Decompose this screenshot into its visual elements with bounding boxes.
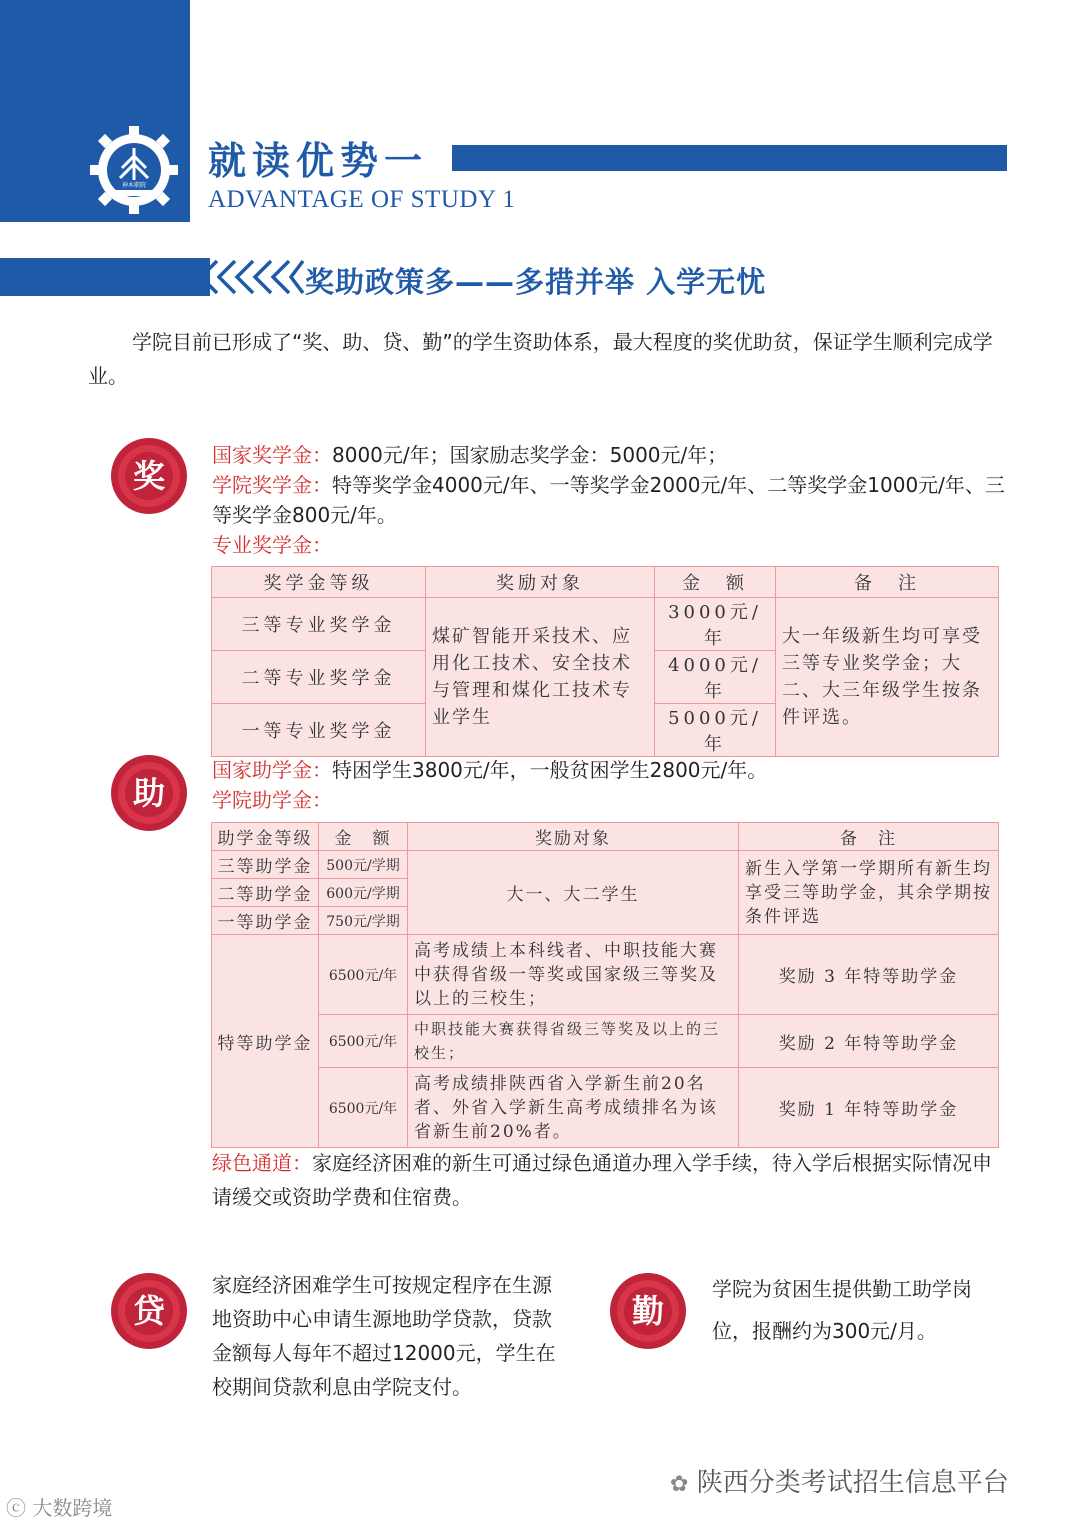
section-heading: 奖助政策多——多措并举 入学无忧 [305, 265, 767, 299]
loan-text: 家庭经济困难学生可按规定程序在生源地资助中心申请生源地助学贷款，贷款金额每人每年不超过12000元，学生在校期间贷款利息由学院支付。 [212, 1273, 556, 1399]
table-cell-notes: 奖励 3 年特等助学金 [739, 935, 999, 1015]
table-cell: 二等专业奖学金 [212, 651, 426, 704]
table-header-row [212, 823, 999, 851]
badge-dai [106, 1268, 192, 1354]
table-cell: 三等专业奖学金 [212, 598, 426, 651]
table-cell: 三等助学金 [212, 851, 319, 879]
label-college-grant: 学院助学金： [212, 788, 332, 812]
table-cell: 600元/学期 [319, 879, 408, 907]
text-national-scholarship: 8000元/年；国家励志奖学金：5000元/年； [332, 443, 728, 467]
badge-zhu [106, 750, 192, 836]
table-cell: 二等助学金 [212, 879, 319, 907]
table-row [212, 935, 999, 1015]
wechat-source [670, 1462, 1009, 1499]
table-row [212, 851, 999, 879]
table-header: 备 注 [776, 567, 999, 598]
chevron-left-icon [195, 257, 305, 297]
table-cell: 5000元/年 [655, 704, 776, 757]
table-cell-target: 大一、大二学生 [408, 851, 739, 935]
text-green-channel: 家庭经济困难的新生可通过绿色通道办理入学手续，待入学后根据实际情况申请缓交或资助学费和住宿费。 [212, 1151, 992, 1209]
label-national-scholarship: 国家奖学金： [212, 443, 332, 467]
wechat-icon: ✿ [670, 1472, 689, 1497]
logo-text: 神木职院 [121, 182, 147, 189]
table-cell-notes: 奖励 1 年特等助学金 [739, 1068, 999, 1148]
table-cell: 3000元/年 [655, 598, 776, 651]
table-header: 奖励对象 [408, 823, 739, 851]
college-logo-icon [88, 124, 180, 216]
table-cell: 6500元/年 [319, 1068, 408, 1148]
table-cell-notes: 大一年级新生均可享受三等专业奖学金；大二、大三年级学生按条件评选。 [776, 598, 999, 757]
table-cell: 500元/学期 [319, 851, 408, 879]
table-row [212, 1068, 999, 1148]
badge-jiang [106, 433, 192, 519]
table-header: 助学金等级 [212, 823, 319, 851]
table-cell-target: 煤矿智能开采技术、应用化工技术、安全技术与管理和煤化工技术专业学生 [426, 598, 655, 757]
table-cell-notes: 奖励 2 年特等助学金 [739, 1015, 999, 1068]
major-scholarship-table [211, 566, 999, 757]
zhu-line1 [212, 755, 1012, 785]
watermark-icon: ⓒ [6, 1496, 26, 1520]
label-national-grant: 国家助学金： [212, 758, 332, 782]
table-cell: 一等专业奖学金 [212, 704, 426, 757]
table-cell: 一等助学金 [212, 907, 319, 935]
table-header: 奖励对象 [426, 567, 655, 598]
badge-qin [605, 1268, 691, 1354]
table-cell-notes: 新生入学第一学期所有新生均享受三等助学金，其余学期按条件评选 [739, 851, 999, 935]
table-row [212, 598, 999, 651]
badge-char: 勤 [631, 1292, 664, 1330]
jiang-line3 [212, 530, 332, 560]
zhu-line2 [212, 785, 332, 815]
watermark [6, 1492, 112, 1521]
text-national-grant: 特困学生3800元/年，一般贫困学生2800元/年。 [332, 758, 768, 782]
jiang-line1 [212, 440, 1012, 470]
table-cell: 6500元/年 [319, 1015, 408, 1068]
badge-char: 贷 [132, 1292, 165, 1330]
table-header: 奖学金等级 [212, 567, 426, 598]
page-title: 就读优势一 [208, 139, 429, 183]
table-cell-target: 高考成绩上本科线者、中职技能大赛中获得省级一等奖或国家级三等奖及以上的三校生； [408, 935, 739, 1015]
work-study-text: 学院为贫困生提供勤工助学岗位，报酬约为300元/月。 [712, 1277, 972, 1343]
table-header: 备 注 [739, 823, 999, 851]
watermark-text: 大数跨境 [32, 1496, 113, 1520]
label-college-scholarship: 学院奖学金： [212, 473, 332, 497]
table-cell: 750元/学期 [319, 907, 408, 935]
banner-bar [0, 258, 210, 296]
table-cell-target: 中职技能大赛获得省级三等奖及以上的三校生； [408, 1015, 739, 1068]
wechat-account-name: 陕西分类考试招生信息平台 [696, 1468, 1009, 1498]
table-cell-special-level: 特等助学金 [212, 935, 319, 1148]
text-college-scholarship: 特等奖学金4000元/年、一等奖学金2000元/年、二等奖学金1000元/年、三等奖学金800元/年。 [212, 473, 1005, 527]
label-major-scholarship: 专业奖学金： [212, 533, 332, 557]
page-subtitle-en: ADVANTAGE OF STUDY 1 [208, 186, 516, 213]
table-row [212, 1015, 999, 1068]
table-header: 金 额 [319, 823, 408, 851]
badge-char: 助 [132, 774, 165, 812]
table-header-row [212, 567, 999, 598]
table-cell: 6500元/年 [319, 935, 408, 1015]
jiang-line2 [212, 470, 1012, 530]
title-accent-bar [452, 145, 1007, 171]
label-green-channel: 绿色通道： [212, 1151, 312, 1175]
table-cell-target: 高考成绩排陕西省入学新生前20名者、外省入学新生高考成绩排名为该省新生前20%者。 [408, 1068, 739, 1148]
intro-paragraph: 学院目前已形成了“奖、助、贷、勤”的学生资助体系，最大程度的奖优助贫，保证学生顺利完成学业。 [88, 330, 993, 388]
table-cell: 4000元/年 [655, 651, 776, 704]
table-header: 金 额 [655, 567, 776, 598]
badge-char: 奖 [132, 457, 165, 495]
green-channel [212, 1146, 1007, 1214]
college-grant-table [211, 822, 999, 1148]
